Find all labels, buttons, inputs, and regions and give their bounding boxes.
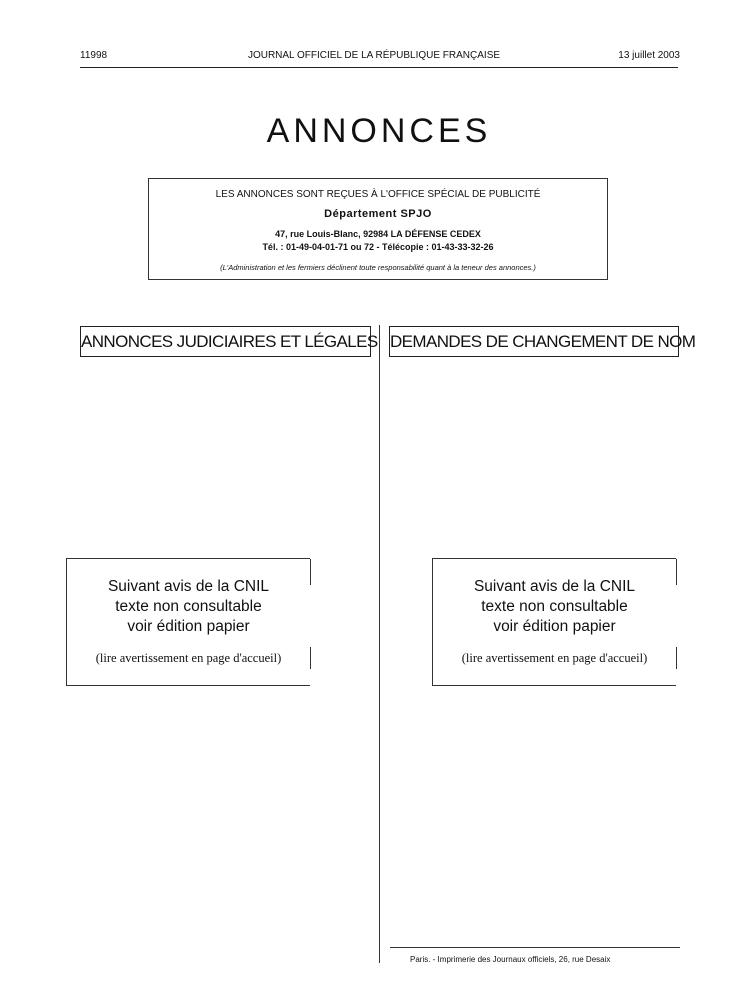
notice-subtext: (lire avertissement en page d'accueil): [461, 651, 648, 665]
section-heading-changement-nom: DEMANDES DE CHANGEMENT DE NOM: [389, 326, 679, 357]
issue-date: 13 juillet 2003: [618, 50, 680, 61]
info-line-address: 47, rue Louis-Blanc, 92984 LA DÉFENSE CEDEX: [275, 229, 481, 239]
printer-footer: Paris. - Imprimerie des Journaux officiels, 26, rue Desaix: [410, 955, 611, 964]
notice-border-tick: [676, 647, 677, 669]
info-line-phone: Tél. : 01-49-04-01-71 ou 72 - Télécopie : 01-43-33-32-26: [262, 242, 494, 252]
notice-line: voir édition papier: [127, 618, 250, 635]
notice-main-text: [67, 577, 310, 637]
section-heading-judiciaires: ANNONCES JUDICIAIRES ET LÉGALES: [80, 326, 371, 357]
journal-title: JOURNAL OFFICIEL DE LA RÉPUBLIQUE FRANÇAISE: [247, 50, 501, 61]
notice-main-text: [433, 577, 676, 637]
cnil-notice-left: [66, 558, 310, 686]
notice-line: texte non consultable: [481, 598, 628, 615]
notice-line: Suivant avis de la CNIL: [107, 578, 270, 595]
notice-border-tick: [310, 559, 311, 585]
notice-subtext: (lire avertissement en page d'accueil): [95, 651, 282, 665]
page-number: 11998: [80, 50, 108, 61]
page-title: ANNONCES: [266, 112, 492, 150]
cnil-notice-right: [432, 558, 676, 686]
footer-rule: [390, 947, 680, 948]
info-line-department: Département SPJO: [324, 208, 432, 220]
notice-border-tick: [310, 647, 311, 669]
notice-border-tick: [676, 559, 677, 585]
column-divider: [379, 325, 380, 963]
notice-line: voir édition papier: [493, 618, 616, 635]
notice-line: Suivant avis de la CNIL: [473, 578, 636, 595]
info-line-disclaimer: (L'Administration et les fermiers déclinent toute responsabilité quant à la teneur des annonces.): [220, 263, 536, 272]
info-line-office: LES ANNONCES SONT REÇUES À L'OFFICE SPÉCIAL DE PUBLICITÉ: [215, 189, 541, 200]
header-rule: [80, 67, 678, 68]
info-box: [148, 178, 608, 280]
notice-line: texte non consultable: [115, 598, 262, 615]
